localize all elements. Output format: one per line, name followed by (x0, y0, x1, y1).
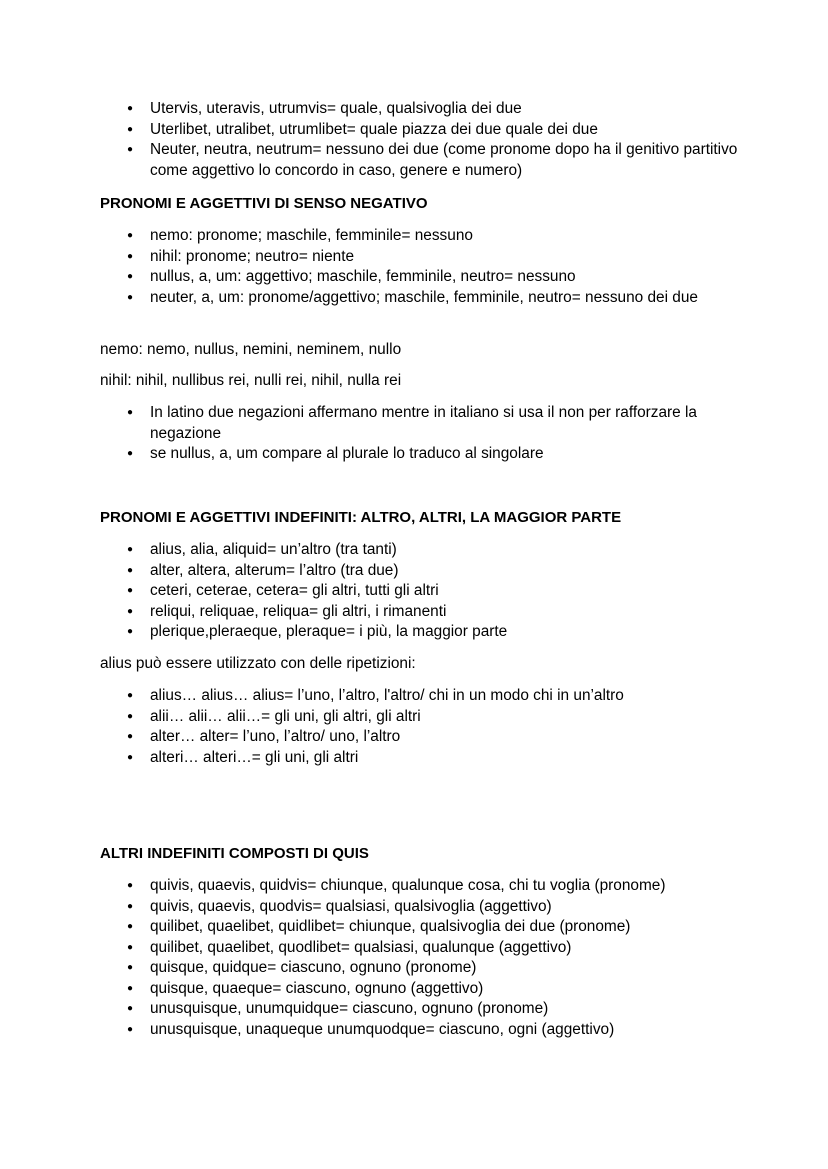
list-item: ● Utervis, uteravis, utrumvis= quale, qualsivoglia dei due (100, 99, 740, 120)
list-item: ● Neuter, neutra, neutrum= nessuno dei due (come pronome dopo ha il genitivo partitivo come aggettivo lo concordo in caso, genere e numero) (100, 140, 740, 181)
list-item: ● alter… alter= l’uno, l’altro/ uno, l’altro (100, 727, 740, 748)
section-negativo (100, 194, 740, 214)
list-item: ● nemo: pronome; maschile, femminile= nessuno (100, 226, 740, 247)
paragraph: nemo: nemo, nullus, nemini, neminem, nullo (100, 341, 402, 358)
list-item: ● unusquisque, unaqueque unumquodque= ciascuno, ogni (aggettivo) (100, 1020, 740, 1041)
indefiniti-bullet-list (100, 540, 740, 643)
list-item: ● nullus, a, um: aggettivo; maschile, femminile, neutro= nessuno (100, 267, 740, 288)
paragraph: nihil: nihil, nullibus rei, nulli rei, nihil, nulla rei (100, 372, 402, 389)
list-item: ● Uterlibet, utralibet, utrumlibet= quale piazza dei due quale dei due (100, 120, 740, 141)
list-item: ● alius, alia, aliquid= un’altro (tra tanti) (100, 540, 740, 561)
repetitions-bullet-list (100, 686, 740, 768)
indefiniti-intro (100, 654, 740, 675)
list-item: ● quilibet, quaelibet, quidlibet= chiunque, qualsivoglia dei due (pronome) (100, 917, 740, 938)
list-item: ● neuter, a, um: pronome/aggettivo; maschile, femminile, neutro= nessuno dei due (100, 288, 740, 309)
section-quis (100, 844, 740, 864)
list-item: ● ceteri, ceterae, cetera= gli altri, tutti gli altri (100, 581, 740, 602)
list-item: ● alius… alius… alius= l’uno, l’altro, l'altro/ chi in un modo chi in un’altro (100, 686, 740, 707)
list-item: ● unusquisque, unumquidque= ciascuno, ognuno (pronome) (100, 999, 740, 1020)
negativo-bullet-list (100, 226, 740, 308)
declension-nemo (100, 340, 740, 361)
quis-bullet-list (100, 876, 740, 1040)
negativo-notes-list (100, 403, 740, 465)
section-heading: ALTRI INDEFINITI COMPOSTI DI QUIS (100, 845, 369, 862)
list-item: ● alteri… alteri…= gli uni, gli altri (100, 748, 740, 769)
list-item: ● quisque, quidque= ciascuno, ognuno (pronome) (100, 958, 740, 979)
list-item: ● quilibet, quaelibet, quodlibet= qualsiasi, qualunque (aggettivo) (100, 938, 740, 959)
declension-nihil (100, 371, 740, 392)
list-item: ● quivis, quaevis, quidvis= chiunque, qualunque cosa, chi tu voglia (pronome) (100, 876, 740, 897)
list-item: ● In latino due negazioni affermano mentre in italiano si usa il non per rafforzare la negazione (100, 403, 740, 444)
list-item: ● se nullus, a, um compare al plurale lo traduco al singolare (100, 444, 740, 465)
list-item: ● alii… alii… alii…= gli uni, gli altri, gli altri (100, 707, 740, 728)
list-item: ● plerique,pleraeque, pleraque= i più, la maggior parte (100, 622, 740, 643)
section-heading: PRONOMI E AGGETTIVI INDEFINITI: ALTRO, ALTRI, LA MAGGIOR PARTE (100, 509, 622, 526)
list-item: ● reliqui, reliquae, reliqua= gli altri, i rimanenti (100, 602, 740, 623)
list-item: ● quivis, quaevis, quodvis= qualsiasi, qualsivoglia (aggettivo) (100, 897, 740, 918)
section-heading: PRONOMI E AGGETTIVI DI SENSO NEGATIVO (100, 195, 428, 212)
list-item: ● nihil: pronome; neutro= niente (100, 247, 740, 268)
paragraph: alius può essere utilizzato con delle ripetizioni: (100, 655, 416, 672)
list-item: ● alter, altera, alterum= l’altro (tra due) (100, 561, 740, 582)
list-item: ● quisque, quaeque= ciascuno, ognuno (aggettivo) (100, 979, 740, 1000)
section-indefiniti (100, 508, 740, 528)
top-bullet-list (100, 99, 740, 181)
